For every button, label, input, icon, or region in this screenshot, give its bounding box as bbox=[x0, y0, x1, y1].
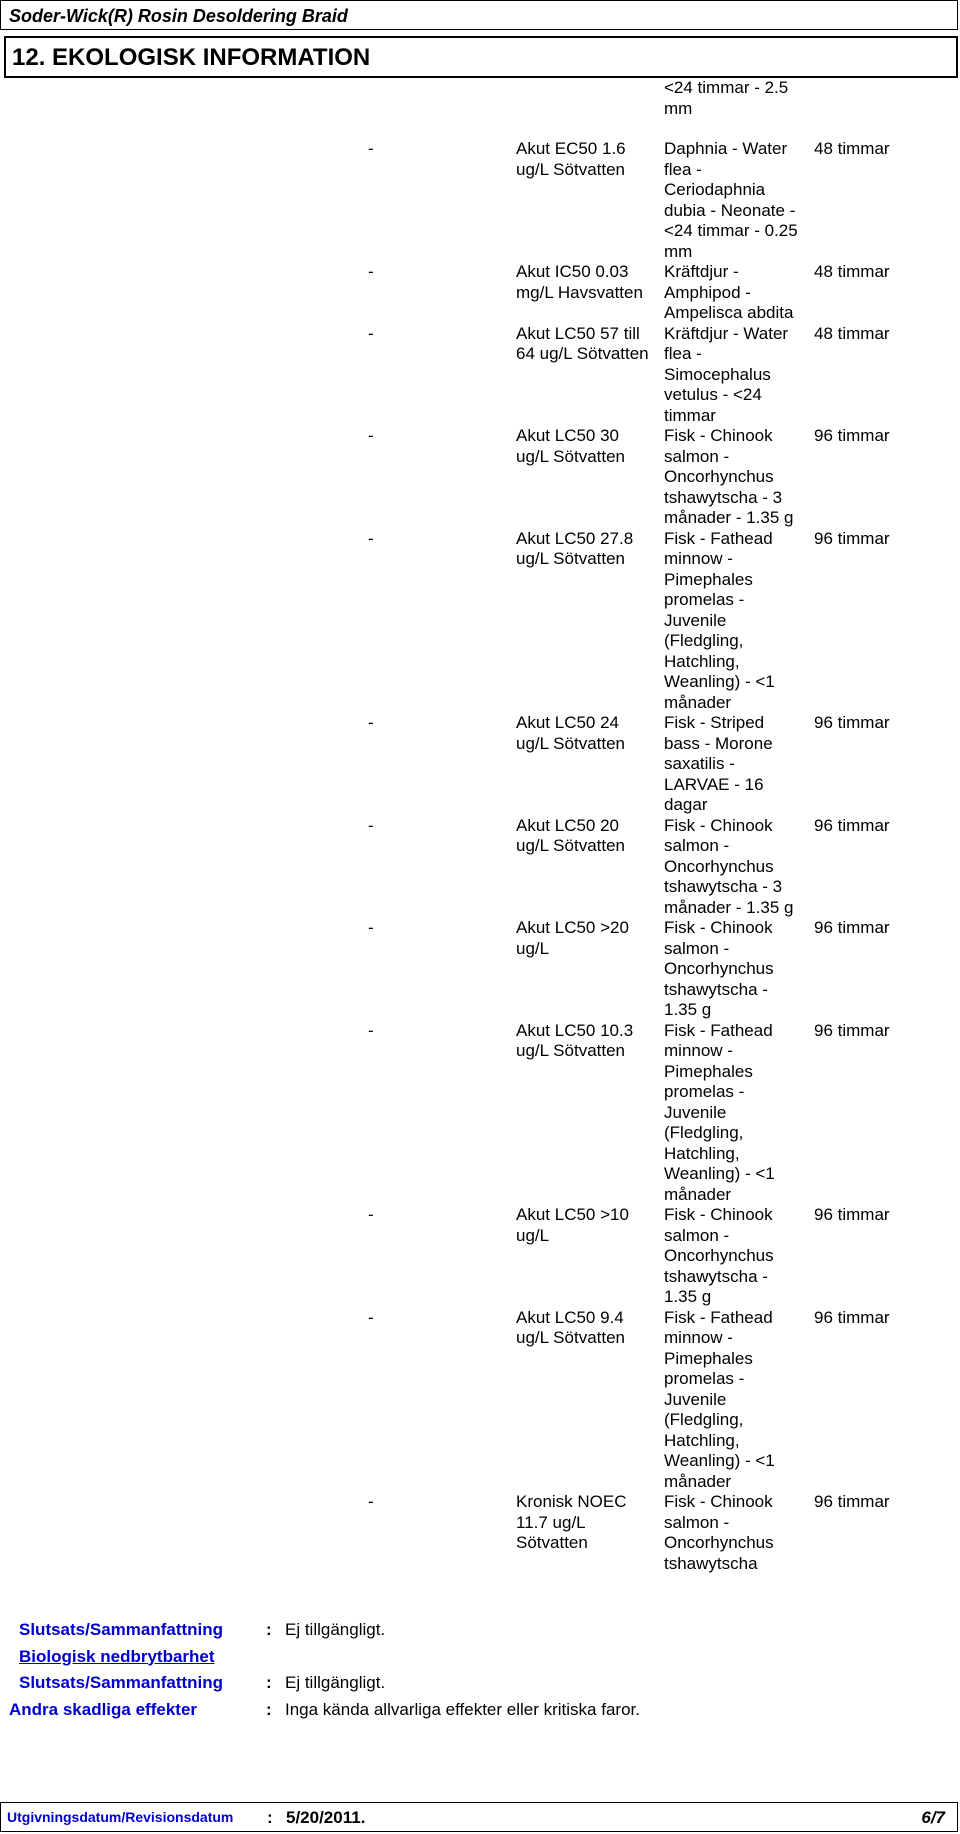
exposure-duration bbox=[814, 262, 960, 324]
row-dash-text: - bbox=[368, 426, 374, 445]
test-species bbox=[664, 426, 814, 529]
test-species-text: Fisk - Chinook salmon - Oncorhynchus tshawytscha bbox=[664, 1492, 774, 1573]
toxicity-value bbox=[516, 529, 664, 714]
row-dash bbox=[368, 816, 516, 919]
summary-row bbox=[0, 1647, 960, 1674]
exposure-duration bbox=[814, 1205, 960, 1308]
colon: : bbox=[266, 1620, 272, 1639]
row-dash bbox=[368, 1205, 516, 1308]
table-row bbox=[0, 1492, 960, 1574]
toxicity-value bbox=[516, 139, 664, 262]
table-row bbox=[0, 324, 960, 427]
row-dash bbox=[368, 324, 516, 427]
exposure-duration bbox=[814, 713, 960, 816]
test-species-text: Fisk - Fathead minnow - Pimephales promelas - Juvenile (Fledgling, Hatchling, Weanling) - <1 månader bbox=[664, 528, 775, 712]
table-row bbox=[0, 426, 960, 529]
section-header bbox=[4, 36, 958, 78]
test-species bbox=[664, 816, 814, 919]
toxicity-value-text: Akut LC50 57 till 64 ug/L Sötvatten bbox=[516, 323, 649, 363]
row-dash bbox=[368, 262, 516, 324]
row-dash bbox=[368, 1492, 516, 1574]
exposure-duration bbox=[814, 1308, 960, 1493]
exposure-duration-text: 48 timmar bbox=[814, 323, 890, 343]
test-species bbox=[664, 1308, 814, 1493]
table-row bbox=[0, 139, 960, 262]
test-species-text: Fisk - Chinook salmon - Oncorhynchus tshawytscha - 1.35 g bbox=[664, 918, 774, 1019]
test-species-text: Daphnia - Water flea - Ceriodaphnia dubia - Neonate - <24 timmar - 0.25 mm bbox=[664, 139, 798, 261]
colon: : bbox=[267, 1808, 273, 1827]
exposure-duration-text: 96 timmar bbox=[814, 815, 890, 835]
exposure-duration bbox=[814, 139, 960, 262]
exposure-duration-text: 96 timmar bbox=[814, 918, 890, 937]
test-species bbox=[664, 324, 814, 427]
toxicity-value bbox=[516, 1021, 664, 1206]
conclusion-value: Ej tillgängligt. bbox=[285, 1673, 386, 1692]
exposure-duration-text: 96 timmar bbox=[814, 426, 890, 445]
colon: : bbox=[266, 1699, 272, 1719]
document-header bbox=[0, 0, 958, 30]
exposure-duration-text: 96 timmar bbox=[814, 1020, 890, 1040]
exposure-duration bbox=[814, 1492, 960, 1574]
test-species-text: Fisk - Chinook salmon - Oncorhynchus tshawytscha - 3 månader - 1.35 g bbox=[664, 815, 794, 917]
exposure-duration bbox=[814, 918, 960, 1021]
test-species-text: Fisk - Striped bass - Morone saxatilis - LARVAE - 16 dagar bbox=[664, 713, 773, 814]
toxicity-value-text: Akut LC50 30 ug/L Sötvatten bbox=[516, 426, 626, 466]
row-dash-text: - bbox=[368, 918, 374, 937]
toxicity-value bbox=[516, 918, 664, 1021]
toxicity-value-text: Akut LC50 9.4 ug/L Sötvatten bbox=[516, 1307, 626, 1347]
row-dash-text: - bbox=[368, 1020, 374, 1040]
table-row bbox=[0, 1021, 960, 1206]
test-species bbox=[664, 1021, 814, 1206]
exposure-duration bbox=[814, 816, 960, 919]
test-species-text: Fisk - Fathead minnow - Pimephales promelas - Juvenile (Fledgling, Hatchling, Weanling) - <1 månader bbox=[664, 1307, 775, 1491]
row-dash bbox=[368, 426, 516, 529]
conclusion-label: Slutsats/Sammanfattning bbox=[19, 1673, 224, 1692]
test-species-text: Kräftdjur - Amphipod - Ampelisca abdita bbox=[664, 262, 794, 322]
row-dash bbox=[368, 1308, 516, 1493]
test-species bbox=[664, 1205, 814, 1308]
section-title: 12. EKOLOGISK INFORMATION bbox=[12, 44, 371, 71]
exposure-duration bbox=[814, 529, 960, 714]
row-dash bbox=[368, 918, 516, 1021]
exposure-duration-text: 96 timmar bbox=[814, 1492, 890, 1511]
biodegradability-heading: Biologisk nedbrytbarhet bbox=[19, 1646, 215, 1666]
summary-row bbox=[0, 1673, 960, 1700]
exposure-duration-text: 96 timmar bbox=[814, 1205, 890, 1224]
toxicity-value bbox=[516, 1205, 664, 1308]
toxicity-value bbox=[516, 262, 664, 324]
page-number: 6/7 bbox=[921, 1808, 945, 1827]
table-row bbox=[0, 816, 960, 919]
exposure-duration-text: 96 timmar bbox=[814, 1307, 890, 1327]
toxicity-value-text: Akut EC50 1.6 ug/L Sötvatten bbox=[516, 139, 626, 179]
row-dash bbox=[368, 139, 516, 262]
row-dash-text: - bbox=[368, 262, 374, 281]
summary-row bbox=[0, 1620, 960, 1647]
conclusion-value: Ej tillgängligt. bbox=[285, 1620, 386, 1639]
table-row bbox=[0, 262, 960, 324]
test-species-text: Fisk - Chinook salmon - Oncorhynchus tshawytscha - 1.35 g bbox=[664, 1205, 774, 1306]
toxicity-value-text: Akut LC50 >10 ug/L bbox=[516, 1205, 629, 1245]
table-row bbox=[0, 1205, 960, 1308]
continued-species-text: <24 timmar - 2.5 mm bbox=[664, 78, 789, 118]
other-effects-value: Inga kända allvarliga effekter eller kritiska faror. bbox=[285, 1699, 640, 1719]
exposure-duration bbox=[814, 1021, 960, 1206]
table-row bbox=[0, 713, 960, 816]
colon: : bbox=[266, 1673, 272, 1692]
toxicity-value bbox=[516, 1492, 664, 1574]
product-title: Soder-Wick(R) Rosin Desoldering Braid bbox=[9, 6, 348, 26]
row-dash bbox=[368, 713, 516, 816]
test-species bbox=[664, 918, 814, 1021]
document-footer bbox=[0, 1802, 958, 1832]
toxicity-value bbox=[516, 426, 664, 529]
test-species-text: Kräftdjur - Water flea - Simocephalus vetulus - <24 timmar bbox=[664, 323, 789, 425]
row-dash-text: - bbox=[368, 1492, 374, 1511]
test-species bbox=[664, 713, 814, 816]
exposure-duration-text: 96 timmar bbox=[814, 713, 890, 732]
test-species-text: Fisk - Chinook salmon - Oncorhynchus tshawytscha - 3 månader - 1.35 g bbox=[664, 426, 794, 527]
exposure-duration-text: 96 timmar bbox=[814, 528, 890, 548]
toxicity-value-text: Kronisk NOEC 11.7 ug/L Sötvatten bbox=[516, 1492, 627, 1552]
test-species bbox=[664, 529, 814, 714]
toxicity-value-text: Akut LC50 27.8 ug/L Sötvatten bbox=[516, 528, 634, 568]
row-dash-text: - bbox=[368, 815, 374, 835]
row-dash-text: - bbox=[368, 1205, 374, 1224]
toxicity-value-text: Akut LC50 20 ug/L Sötvatten bbox=[516, 815, 626, 855]
other-effects-label: Andra skadliga effekter bbox=[9, 1699, 198, 1719]
exposure-duration-text: 48 timmar bbox=[814, 139, 890, 158]
toxicity-value-text: Akut LC50 >20 ug/L bbox=[516, 918, 629, 958]
summary-row bbox=[0, 1700, 960, 1727]
test-species bbox=[664, 262, 814, 324]
row-dash bbox=[368, 1021, 516, 1206]
table-row bbox=[0, 918, 960, 1021]
toxicity-value bbox=[516, 1308, 664, 1493]
row-dash-text: - bbox=[368, 713, 374, 732]
exposure-duration-text: 48 timmar bbox=[814, 262, 890, 281]
toxicity-value-text: Akut LC50 10.3 ug/L Sötvatten bbox=[516, 1020, 634, 1060]
toxicity-table bbox=[0, 139, 960, 1574]
revision-date-value: 5/20/2011. bbox=[286, 1808, 366, 1827]
table-row bbox=[0, 529, 960, 714]
revision-date-label: Utgivningsdatum/Revisionsdatum bbox=[7, 1809, 234, 1825]
test-species-text: Fisk - Fathead minnow - Pimephales promelas - Juvenile (Fledgling, Hatchling, Weanling) - <1 månader bbox=[664, 1020, 775, 1204]
test-species bbox=[664, 139, 814, 262]
exposure-duration bbox=[814, 426, 960, 529]
row-dash-text: - bbox=[368, 528, 374, 548]
toxicity-value bbox=[516, 713, 664, 816]
toxicity-value-text: Akut IC50 0.03 mg/L Havsvatten bbox=[516, 262, 643, 302]
toxicity-value bbox=[516, 324, 664, 427]
table-row bbox=[0, 1308, 960, 1493]
row-dash-text: - bbox=[368, 323, 374, 343]
exposure-duration bbox=[814, 324, 960, 427]
row-dash bbox=[368, 529, 516, 714]
conclusion-label: Slutsats/Sammanfattning bbox=[19, 1620, 224, 1639]
test-species bbox=[664, 1492, 814, 1574]
toxicity-value bbox=[516, 816, 664, 919]
row-dash-text: - bbox=[368, 1307, 374, 1327]
toxicity-value-text: Akut LC50 24 ug/L Sötvatten bbox=[516, 713, 626, 753]
row-dash-text: - bbox=[368, 139, 374, 158]
summary-section bbox=[0, 1620, 960, 1726]
